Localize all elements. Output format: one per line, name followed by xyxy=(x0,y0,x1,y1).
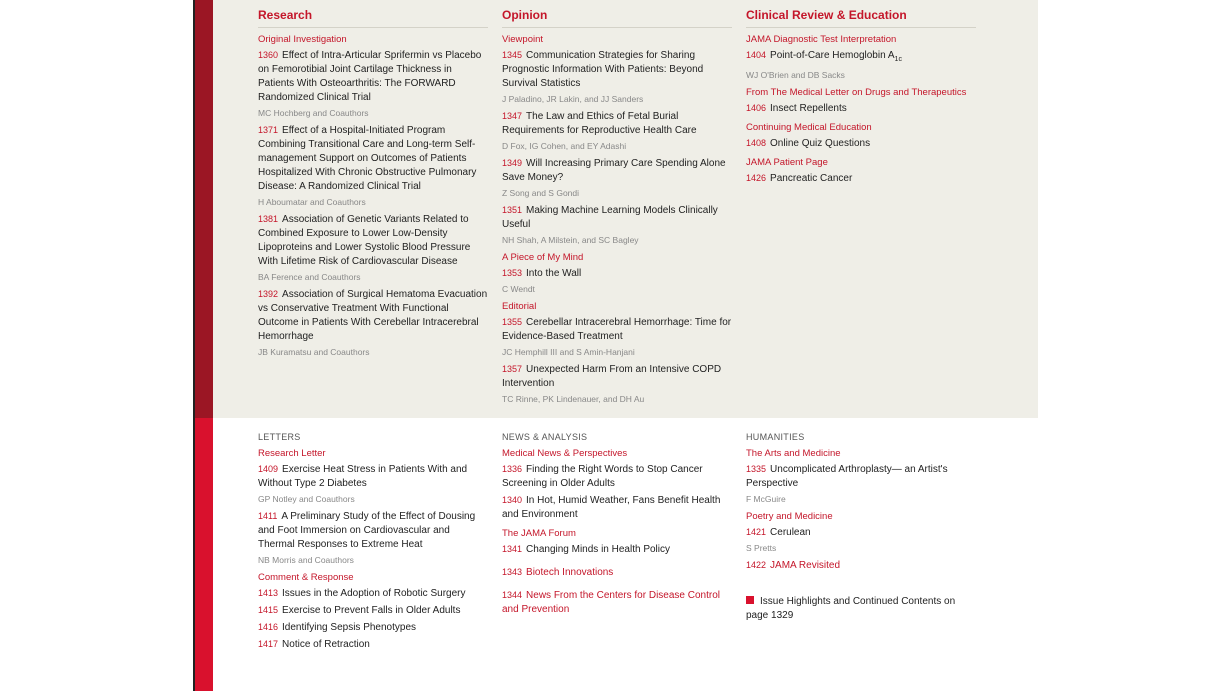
letters-column xyxy=(258,432,488,654)
toc-entry[interactable] xyxy=(746,462,976,491)
jama-forum-label: The JAMA Forum xyxy=(502,528,576,539)
page-number: 1406 xyxy=(746,103,767,113)
top-contents-panel xyxy=(213,0,1038,418)
article-authors: JC Hemphill III and S Amin-Hanjani xyxy=(502,347,635,357)
toc-entry[interactable] xyxy=(502,493,732,522)
toc-entry[interactable] xyxy=(502,156,732,185)
toc-entry[interactable] xyxy=(258,637,488,652)
article-authors: JB Kuramatsu and Coauthors xyxy=(258,347,370,357)
article-title: Cerulean xyxy=(770,527,811,538)
page-number: 1341 xyxy=(502,544,523,554)
page-number: 1349 xyxy=(502,158,523,168)
article-title: Making Machine Learning Models Clinically Useful xyxy=(502,205,718,230)
red-square-icon xyxy=(746,596,754,604)
piece-of-my-mind-label: A Piece of My Mind xyxy=(502,252,584,263)
original-investigation-label: Original Investigation xyxy=(258,34,347,45)
toc-entry[interactable] xyxy=(746,558,976,573)
arts-medicine-label: The Arts and Medicine xyxy=(746,448,841,459)
table-of-contents-page xyxy=(193,0,1038,691)
toc-entry[interactable] xyxy=(258,462,488,491)
toc-entry[interactable] xyxy=(502,48,732,91)
issue-highlights-text: Issue Highlights and Continued Contents on page 1329 xyxy=(746,596,956,621)
article-title: In Hot, Humid Weather, Fans Benefit Health and Environment xyxy=(502,495,721,520)
article-title: Exercise to Prevent Falls in Older Adults xyxy=(282,605,461,616)
article-title: Finding the Right Words to Stop Cancer Screening in Older Adults xyxy=(502,464,703,489)
spine-bottom-bar xyxy=(195,418,213,691)
article-authors: Z Song and S Gondi xyxy=(502,188,580,198)
medical-news-label: Medical News & Perspectives xyxy=(502,448,628,459)
toc-entry[interactable] xyxy=(258,48,488,105)
spine-top-bar xyxy=(195,0,213,418)
page-number: 1357 xyxy=(502,364,523,374)
clinical-review-header: Clinical Review & Education xyxy=(746,8,976,28)
article-title: Identifying Sepsis Phenotypes xyxy=(282,622,417,633)
page-number: 1360 xyxy=(258,50,279,60)
toc-entry[interactable] xyxy=(502,362,732,391)
article-title: Effect of Intra-Articular Sprifermin vs Placebo on Femorotibial Joint Cartilage Thickness in Patients With Osteoarthritis: The FORWARD Randomized Clinical Trial xyxy=(258,50,482,103)
article-authors: C Wendt xyxy=(502,284,535,294)
article-authors: D Fox, IG Cohen, and EY Adashi xyxy=(502,141,627,151)
article-title: Biotech Innovations xyxy=(526,567,614,578)
opinion-column xyxy=(502,8,732,409)
article-authors: J Paladino, JR Lakin, and JJ Sanders xyxy=(502,94,644,104)
article-authors: NB Morris and Coauthors xyxy=(258,555,354,565)
toc-entry[interactable] xyxy=(258,603,488,618)
viewpoint-label: Viewpoint xyxy=(502,34,544,45)
page-number: 1417 xyxy=(258,639,279,649)
page-number: 1345 xyxy=(502,50,523,60)
article-title: A Preliminary Study of the Effect of Dousing and Foot Immersion on Cardiovascular and Thermal Responses to Extreme Heat xyxy=(258,511,476,550)
toc-entry[interactable] xyxy=(502,542,732,557)
article-title: Association of Surgical Hematoma Evacuation vs Conservative Treatment With Functional Outcome in Patients With Cerebellar Intracerebral Hemorrhage xyxy=(258,289,488,342)
article-title: Insect Repellents xyxy=(770,103,847,114)
news-analysis-header: NEWS & ANALYSIS xyxy=(502,432,588,442)
issue-highlights-note[interactable] xyxy=(746,595,976,623)
comment-response-label: Comment & Response xyxy=(258,572,354,583)
research-column xyxy=(258,8,488,362)
toc-entry[interactable] xyxy=(502,565,732,580)
page-number: 1336 xyxy=(502,464,523,474)
page-number: 1413 xyxy=(258,588,279,598)
toc-entry[interactable] xyxy=(502,315,732,344)
article-authors: BA Ference and Coauthors xyxy=(258,272,361,282)
clinical-review-column xyxy=(746,8,976,188)
opinion-header: Opinion xyxy=(502,8,732,28)
color-spine xyxy=(195,0,213,691)
toc-entry[interactable] xyxy=(746,171,976,186)
article-title: Uncomplicated Arthroplasty— an Artist's Perspective xyxy=(746,464,948,489)
page-number: 1415 xyxy=(258,605,279,615)
article-title: Exercise Heat Stress in Patients With and Without Type 2 Diabetes xyxy=(258,464,468,489)
article-authors: NH Shah, A Milstein, and SC Bagley xyxy=(502,235,639,245)
toc-entry[interactable]: 1404 Point-of-Care Hemoglobin $A_{1c}$ xyxy=(746,50,902,63)
page-number: 1426 xyxy=(746,173,767,183)
page-number: 1371 xyxy=(258,125,279,135)
editorial-label: Editorial xyxy=(502,301,537,312)
page-number: 1421 xyxy=(746,527,767,537)
toc-entry[interactable] xyxy=(746,525,976,540)
article-title: JAMA Revisited xyxy=(770,560,841,571)
article-title: Issues in the Adoption of Robotic Surgery xyxy=(282,588,466,599)
page-number: 1422 xyxy=(746,560,767,570)
page-number: 1381 xyxy=(258,214,279,224)
article-title: News From the Centers for Disease Control and Prevention xyxy=(502,590,720,615)
article-authors: F McGuire xyxy=(746,494,786,504)
toc-entry[interactable] xyxy=(258,123,488,194)
article-authors: H Aboumatar and Coauthors xyxy=(258,197,366,207)
article-title: Into the Wall xyxy=(526,268,582,279)
page-number: 1408 xyxy=(746,138,767,148)
article-authors: S Pretts xyxy=(746,543,777,553)
article-title: Will Increasing Primary Care Spending Alone Save Money? xyxy=(502,158,726,183)
article-title: Pancreatic Cancer xyxy=(770,173,853,184)
page-number: 1353 xyxy=(502,268,523,278)
page-number: 1416 xyxy=(258,622,279,632)
article-title: The Law and Ethics of Fetal Burial Requirements for Reproductive Health Care xyxy=(502,111,697,136)
article-title: Effect of a Hospital-Initiated Program Combining Transitional Care and Long-term Self-management Support on Outcomes of Patients Hospitalized With Chronic Obstructive Pulmonary Disease: A Randomized Clinical Trial xyxy=(258,125,477,192)
article-title: Cerebellar Intracerebral Hemorrhage: Time for Evidence-Based Treatment xyxy=(502,317,732,342)
bottom-contents-panel xyxy=(213,418,1038,691)
toc-entry[interactable] xyxy=(502,462,732,491)
page-number: 1411 xyxy=(258,511,278,521)
article-authors: TC Rinne, PK Lindenauer, and DH Au xyxy=(502,394,645,404)
page-number: 1409 xyxy=(258,464,279,474)
page-number: 1343 xyxy=(502,567,523,577)
page-number: 1344 xyxy=(502,590,523,600)
page-number: 1392 xyxy=(258,289,279,299)
page-number: 1340 xyxy=(502,495,523,505)
research-letter-label: Research Letter xyxy=(258,448,326,459)
article-authors: WJ O'Brien and DB Sacks xyxy=(746,70,845,80)
toc-entry[interactable] xyxy=(258,586,488,601)
research-header: Research xyxy=(258,8,488,28)
toc-entry[interactable] xyxy=(258,212,488,269)
article-authors: MC Hochberg and Coauthors xyxy=(258,108,369,118)
page-number: 1404 xyxy=(746,50,767,60)
article-authors: GP Notley and Coauthors xyxy=(258,494,355,504)
patient-page-label: JAMA Patient Page xyxy=(746,157,828,168)
article-title: Association of Genetic Variants Related to Combined Exposure to Lower Low-Density Lipoproteins and Lower Systolic Blood Pressure With Lifetime Risk of Cardiovascular Disease xyxy=(258,214,471,267)
toc-entry[interactable] xyxy=(502,588,732,617)
article-title: Notice of Retraction xyxy=(282,639,370,650)
article-title: Unexpected Harm From an Intensive COPD Intervention xyxy=(502,364,722,389)
toc-entry[interactable] xyxy=(258,620,488,635)
toc-entry[interactable] xyxy=(502,266,732,281)
toc-entry[interactable] xyxy=(258,287,488,344)
news-analysis-column xyxy=(502,432,732,619)
poetry-medicine-label: Poetry and Medicine xyxy=(746,511,833,522)
letters-header: LETTERS xyxy=(258,432,301,442)
humanities-column xyxy=(746,432,976,623)
diagnostic-test-label: JAMA Diagnostic Test Interpretation xyxy=(746,34,897,45)
cme-label: Continuing Medical Education xyxy=(746,122,872,133)
page-number: 1335 xyxy=(746,464,767,474)
toc-entry[interactable] xyxy=(502,203,732,232)
humanities-header: HUMANITIES xyxy=(746,432,805,442)
page-number: 1355 xyxy=(502,317,523,327)
toc-entry[interactable] xyxy=(746,136,976,151)
article-title: Changing Minds in Health Policy xyxy=(526,544,670,555)
page-number: 1347 xyxy=(502,111,523,121)
toc-entry[interactable] xyxy=(258,509,488,552)
medical-letter-label: From The Medical Letter on Drugs and Therapeutics xyxy=(746,87,967,98)
toc-entry[interactable] xyxy=(502,109,732,138)
article-title: Point-of-Care Hemoglobin A xyxy=(770,50,895,61)
article-title: Online Quiz Questions xyxy=(770,138,871,149)
article-title: Communication Strategies for Sharing Prognostic Information With Patients: Beyond Survival Statistics xyxy=(502,50,704,89)
toc-entry[interactable] xyxy=(746,101,976,116)
page-number: 1351 xyxy=(502,205,523,215)
